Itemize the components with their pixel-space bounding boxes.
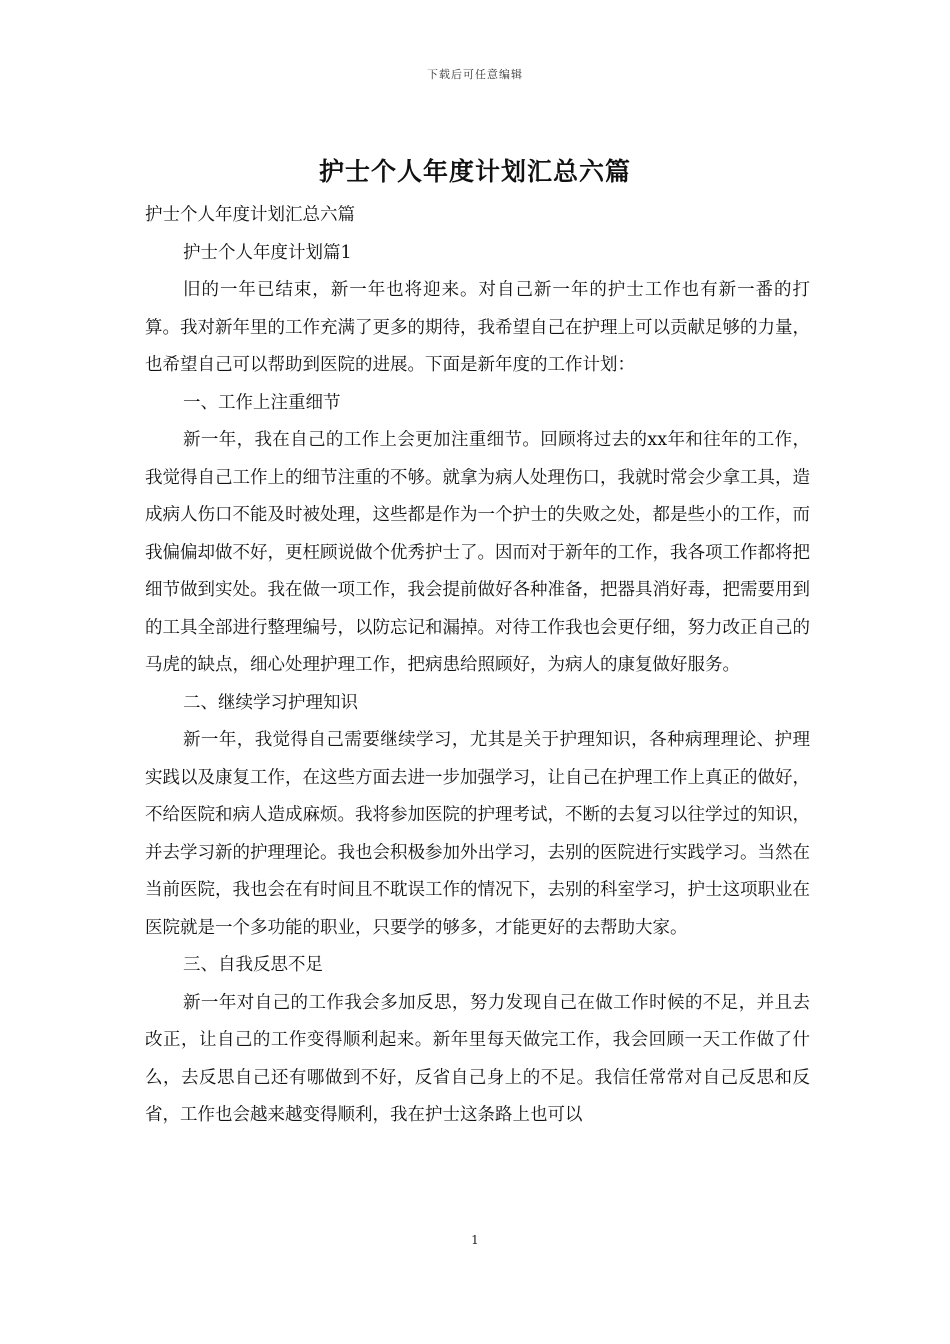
body-paragraph: 一、工作上注重细节 <box>183 392 341 413</box>
body-paragraph: 新一年，我在自己的工作上会更加注重细节。回顾将过去的xx年和往年的工作，我觉得自己工作上的细节注重的不够。就拿为病人处理伤口，我就时常会少拿工具，造成病人伤口不能及时被处理，这些都是作为一个护士的失败之处，都是些小的工作，而我偏偏却做不好，更枉顾说做个优秀护士了。因而对于新年的工作，我各项工作都将把细节做到实处。我在做一项工作，我会提前做好各种准备，把器具消好毒，把需要用到的工具全部进行整理编号，以防忘记和漏掉。对待工作我也会更仔细，努力改正自己的马虎的缺点，细心处理护理工作，把病患给照顾好，为病人的康复做好服务。 <box>145 430 810 675</box>
page-number: 1 <box>471 1233 479 1247</box>
document-body <box>145 197 810 1135</box>
header-note: 下载后可任意编辑 <box>427 68 523 81</box>
body-paragraph: 护士个人年度计划汇总六篇 <box>145 205 355 225</box>
body-paragraph: 新一年对自己的工作我会多加反思，努力发现自己在做工作时候的不足，并且去改正，让自己的工作变得顺利起来。新年里每天做完工作，我会回顾一天工作做了什么，去反思自己还有哪做到不好，反省自己身上的不足。我信任常常对自己反思和反省，工作也会越来越变得顺利，我在护士这条路上也可以 <box>145 992 810 1125</box>
body-paragraph: 旧的一年已结束，新一年也将迎来。对自己新一年的护士工作也有新一番的打算。我对新年里的工作充满了更多的期待，我希望自己在护理上可以贡献足够的力量，也希望自己可以帮助到医院的进展。下面是新年度的工作计划： <box>145 280 810 375</box>
document-title: 护士个人年度计划汇总六篇 <box>318 157 631 186</box>
body-paragraph: 二、继续学习护理知识 <box>183 692 358 713</box>
body-paragraph: 三、自我反思不足 <box>183 955 323 975</box>
body-paragraph: 新一年，我觉得自己需要继续学习，尤其是关于护理知识，各种病理理论、护理实践以及康复工作，在这些方面去进一步加强学习，让自己在护理工作上真正的做好，不给医院和病人造成麻烦。我将参加医院的护理考试，不断的去复习以往学过的知识，并去学习新的护理理论。我也会积极参加外出学习，去别的医院进行实践学习。当然在当前医院，我也会在有时间且不耽误工作的情况下，去别的科室学习，护士这项职业在医院就是一个多功能的职业，只要学的够多，才能更好的去帮助大家。 <box>145 730 810 938</box>
body-paragraph: 护士个人年度计划篇1 <box>183 242 352 263</box>
